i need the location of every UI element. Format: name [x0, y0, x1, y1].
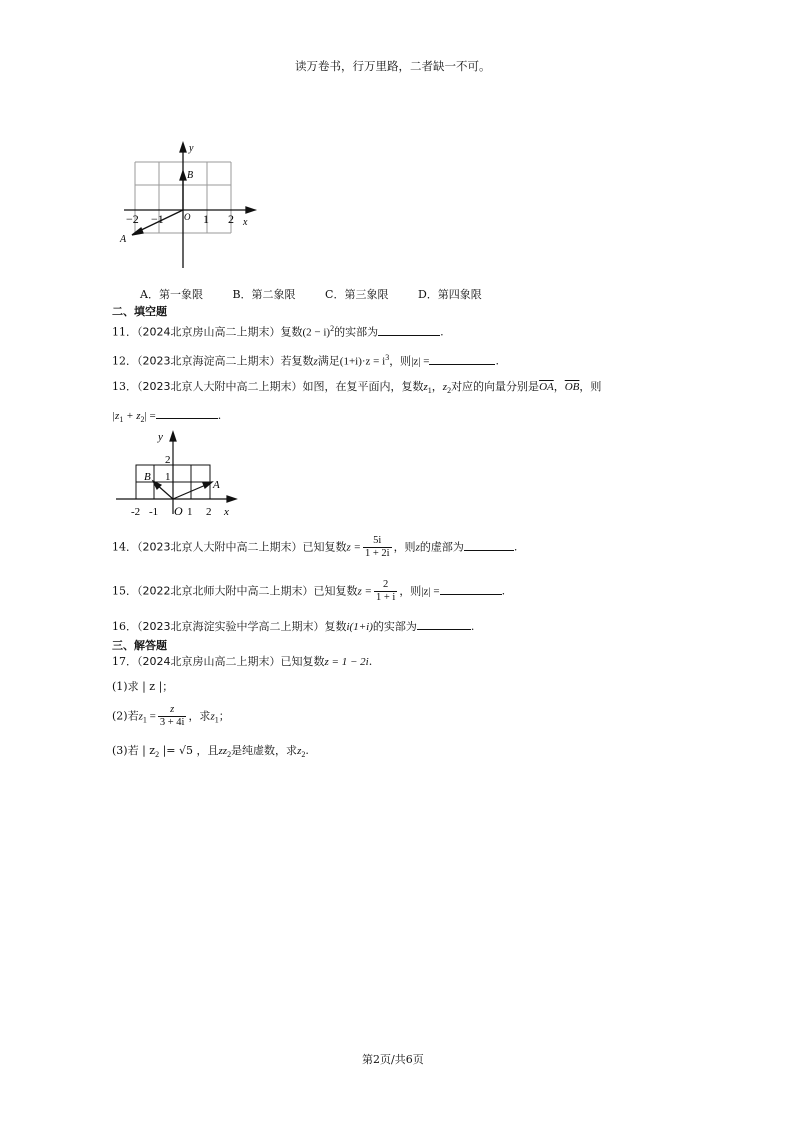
question-17: 17．（2024北京房山高二上期末）已知复数z = 1 − 2i.	[112, 655, 373, 668]
tick-label-neg2: -2	[131, 506, 141, 518]
point-b-label: B	[144, 471, 151, 483]
question-17-part-2: (2)若$z_1$ = $\frac{z}{3 + 4i}$ ，求$z_1$；	[112, 704, 230, 728]
tick-label-y1: 1	[165, 471, 171, 483]
section-heading-solve: 三、解答题	[112, 639, 167, 652]
point-a-label: A	[120, 234, 127, 245]
y-axis-label: y	[158, 431, 163, 443]
tick-label-neg1: -1	[149, 506, 159, 518]
answer-blank[interactable]	[440, 584, 502, 595]
answer-blank[interactable]	[378, 325, 440, 336]
origin-label: O	[184, 212, 191, 222]
page-header-motto: 读万卷书，行万里路，二者缺一不可。	[295, 59, 491, 73]
section-heading-fill: 二、填空题	[112, 305, 167, 318]
option-c: C．第三象限	[325, 288, 389, 301]
answer-blank[interactable]	[156, 408, 218, 419]
answer-blank[interactable]	[464, 540, 514, 551]
point-b-label: B	[187, 170, 194, 181]
y-axis-label: y	[189, 143, 194, 154]
origin-label: O	[174, 504, 183, 518]
question-13-line2: $|z_1 + z_2|$ = .	[112, 409, 222, 425]
tick-label-2: 2	[206, 506, 212, 518]
page-number: 第2页/共6页	[362, 1053, 424, 1066]
question-17-part-1: (1)求 | z |；	[112, 680, 174, 693]
option-a: A．第一象限	[140, 288, 203, 301]
answer-options	[140, 288, 508, 302]
x-axis-label: x	[224, 506, 229, 518]
tick-label-1: 1	[203, 212, 209, 226]
complex-plane-figure-2	[112, 428, 242, 520]
question-15: 15．（2022北京北师大附中高二上期末）已知复数z = $\frac{2}{1 + i}$ ，则|z| = .	[112, 579, 506, 603]
question-17-part-3: (3)若 | $z_2$ |= √5 ，且$zz_2$是纯虚数，求$z_2$.	[112, 744, 309, 760]
tick-label-neg2: −2	[126, 212, 139, 226]
answer-blank[interactable]	[417, 619, 471, 630]
question-16: 16．（2023北京海淀实验中学高二上期末）复数i(1+i)的实部为 .	[112, 620, 475, 633]
question-14: 14．（2023北京人大附中高二上期末）已知复数z = $\frac{5i}{1 + 2i}$ ，则z的虚部为 .	[112, 535, 518, 559]
option-b: B．第二象限	[232, 288, 296, 301]
tick-label-y2: 2	[165, 454, 171, 466]
x-axis-label: x	[243, 217, 248, 228]
question-12: 12．（2023北京海淀高二上期末）若复数z满足$(1+i)\cdot z = i^3$，则|z| = .	[112, 353, 499, 368]
option-d: D．第四象限	[417, 288, 482, 301]
tick-label-1: 1	[187, 506, 193, 518]
complex-plane-figure-1	[112, 140, 262, 275]
tick-label-neg1: −1	[151, 212, 164, 226]
question-13: 13．（2023北京人大附中高二上期末）如图，在复平面内，复数$z_1$，$z_2$对应的向量分别是$\overline{OA}$，$\overline{OB}$，则	[112, 380, 602, 396]
question-11: 11．（2024北京房山高二上期末）复数$(2 - i)^2$的实部为 .	[112, 324, 444, 339]
tick-label-2: 2	[228, 212, 234, 226]
answer-blank[interactable]	[429, 354, 495, 365]
point-a-label: A	[213, 479, 220, 491]
